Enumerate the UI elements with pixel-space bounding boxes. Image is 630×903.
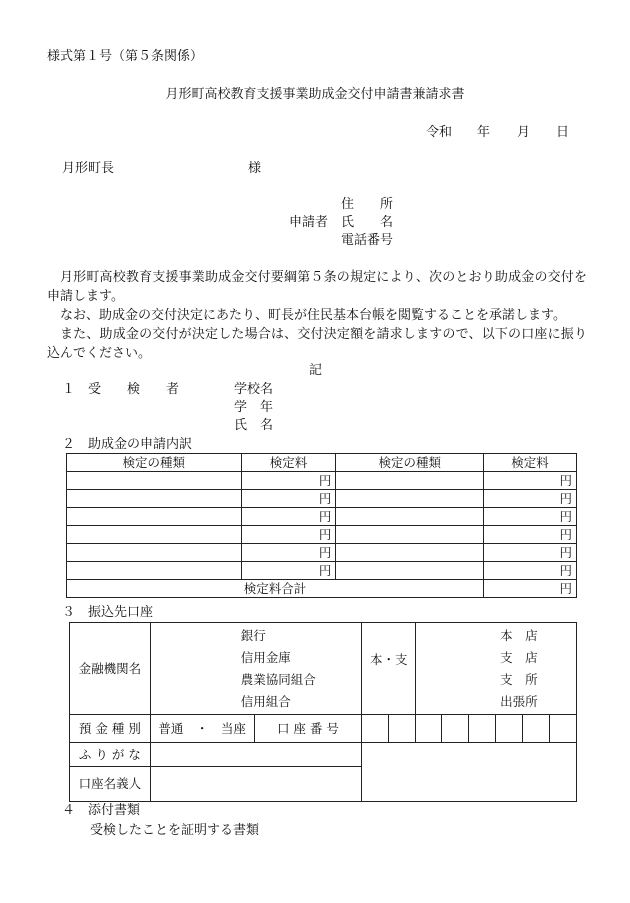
account-digit-cell[interactable] (469, 715, 496, 743)
branch-type: 本 店 (500, 627, 538, 643)
honshi-cell[interactable]: 本・支 (362, 623, 416, 715)
date-day: 日 (556, 125, 570, 140)
fee-row (67, 472, 577, 490)
fee-cell[interactable]: 円 (484, 490, 577, 508)
applicant-phone-label: 電話番号 (341, 233, 394, 248)
form-title: 月形町高校教育支援事業助成金交付申請書兼請求書 (165, 87, 465, 102)
school-label: 学校名 (234, 382, 274, 397)
section1-label: 受 検 者 (88, 382, 180, 397)
exam-type-cell[interactable] (336, 526, 484, 544)
body-text (47, 268, 587, 363)
account-digit-cell[interactable] (496, 715, 523, 743)
body-paragraph: また、助成金の交付が決定した場合は、交付決定額を請求しますので、以下の口座に振り込んでください。 (47, 327, 587, 361)
account-holder-field[interactable] (150, 767, 362, 802)
bank-type-cell[interactable] (150, 623, 362, 715)
exam-type-cell[interactable] (67, 526, 242, 544)
grade-label: 学 年 (234, 400, 274, 415)
body-paragraph: なお、助成金の交付決定にあたり、町長が住民基本台帳を閲覧することを承諾します。 (60, 308, 566, 323)
date-era: 令和 (426, 125, 453, 140)
fee-row (67, 490, 577, 508)
form-number: 様式第１号（第５条関係） (47, 49, 204, 64)
fee-cell[interactable]: 円 (241, 526, 336, 544)
fee-cell[interactable]: 円 (484, 562, 577, 580)
date-month: 月 (517, 125, 531, 140)
bank-table (69, 622, 577, 802)
exam-type-cell[interactable] (67, 472, 242, 490)
fee-cell[interactable]: 円 (484, 544, 577, 562)
bank-row (70, 623, 577, 715)
attachment-item: 受検したことを証明する書類 (90, 823, 260, 838)
fee-total-cell[interactable]: 円 (484, 580, 577, 598)
account-digit-cell[interactable] (416, 715, 442, 743)
fee-total-row (67, 580, 577, 598)
exam-type-cell[interactable] (67, 490, 242, 508)
student-name-label: 氏 名 (234, 418, 274, 433)
exam-type-cell[interactable] (67, 562, 242, 580)
exam-type-cell[interactable] (67, 508, 242, 526)
account-digit-cell[interactable] (362, 715, 389, 743)
branch-type: 支 店 (500, 649, 538, 665)
bank-type: 銀行 (240, 627, 266, 643)
addressee: 月形町長 (62, 161, 115, 176)
fee-total-label: 検定料合計 (67, 580, 484, 598)
account-digit-cell[interactable] (549, 715, 576, 743)
empty-cell (362, 743, 577, 802)
account-digit-cell[interactable] (389, 715, 416, 743)
fee-cell[interactable]: 円 (241, 508, 336, 526)
fee-row (67, 508, 577, 526)
applicant-name-label: 氏 名 (341, 215, 394, 230)
account-holder-label: 口座名義人 (70, 767, 151, 802)
bank-type: 信用組合 (240, 693, 291, 709)
body-paragraph: 月形町高校教育支援事業助成金交付要綱第５条の規定により、次のとおり助成金の交付を申請します。 (47, 270, 587, 304)
applicant-label: 申請者 (289, 215, 329, 230)
bank-type: 信用金庫 (240, 649, 291, 665)
exam-type-cell[interactable] (336, 508, 484, 526)
fee-row (67, 526, 577, 544)
fee-row (67, 562, 577, 580)
section4-heading: ４ 添付書類 (62, 803, 141, 818)
furigana-row (70, 743, 577, 767)
ki-mark: 記 (309, 363, 323, 378)
deposit-type-options[interactable]: 普通 ・ 当座 (150, 715, 254, 743)
section2-heading: ２ 助成金の申請内訳 (62, 437, 193, 452)
header-exam-fee: 検定料 (484, 454, 577, 472)
bank-type: 農業協同組合 (240, 671, 316, 687)
deposit-type-label: 預 金 種 別 (70, 715, 151, 743)
branch-type: 支 所 (500, 671, 538, 687)
fee-cell[interactable]: 円 (484, 526, 577, 544)
header-exam-type: 検定の種類 (67, 454, 242, 472)
section3-heading: ３ 振込先口座 (62, 605, 154, 620)
honorific: 様 (248, 161, 262, 176)
fee-row (67, 544, 577, 562)
fee-cell[interactable]: 円 (241, 490, 336, 508)
header-exam-type: 検定の種類 (336, 454, 484, 472)
bank-label: 金融機関名 (70, 623, 151, 715)
deposit-row (70, 715, 577, 743)
fee-cell[interactable]: 円 (241, 562, 336, 580)
exam-type-cell[interactable] (336, 562, 484, 580)
exam-type-cell[interactable] (67, 544, 242, 562)
fee-cell[interactable]: 円 (484, 472, 577, 490)
exam-type-cell[interactable] (336, 544, 484, 562)
fee-cell[interactable]: 円 (241, 472, 336, 490)
fee-table-header (67, 454, 577, 472)
fee-cell[interactable]: 円 (484, 508, 577, 526)
account-digit-cell[interactable] (522, 715, 549, 743)
account-number-label: 口 座 番 号 (254, 715, 362, 743)
fee-cell[interactable]: 円 (241, 544, 336, 562)
furigana-field[interactable] (150, 743, 362, 767)
furigana-label: ふ り が な (70, 743, 151, 767)
branch-type-cell[interactable] (416, 623, 577, 715)
exam-type-cell[interactable] (336, 472, 484, 490)
fee-table (66, 453, 577, 598)
exam-type-cell[interactable] (336, 490, 484, 508)
header-exam-fee: 検定料 (241, 454, 336, 472)
account-digit-cell[interactable] (442, 715, 469, 743)
section1-number: １ (62, 382, 76, 397)
branch-type: 出張所 (500, 693, 538, 709)
applicant-address-label: 住 所 (341, 197, 394, 212)
date-year: 年 (477, 125, 491, 140)
